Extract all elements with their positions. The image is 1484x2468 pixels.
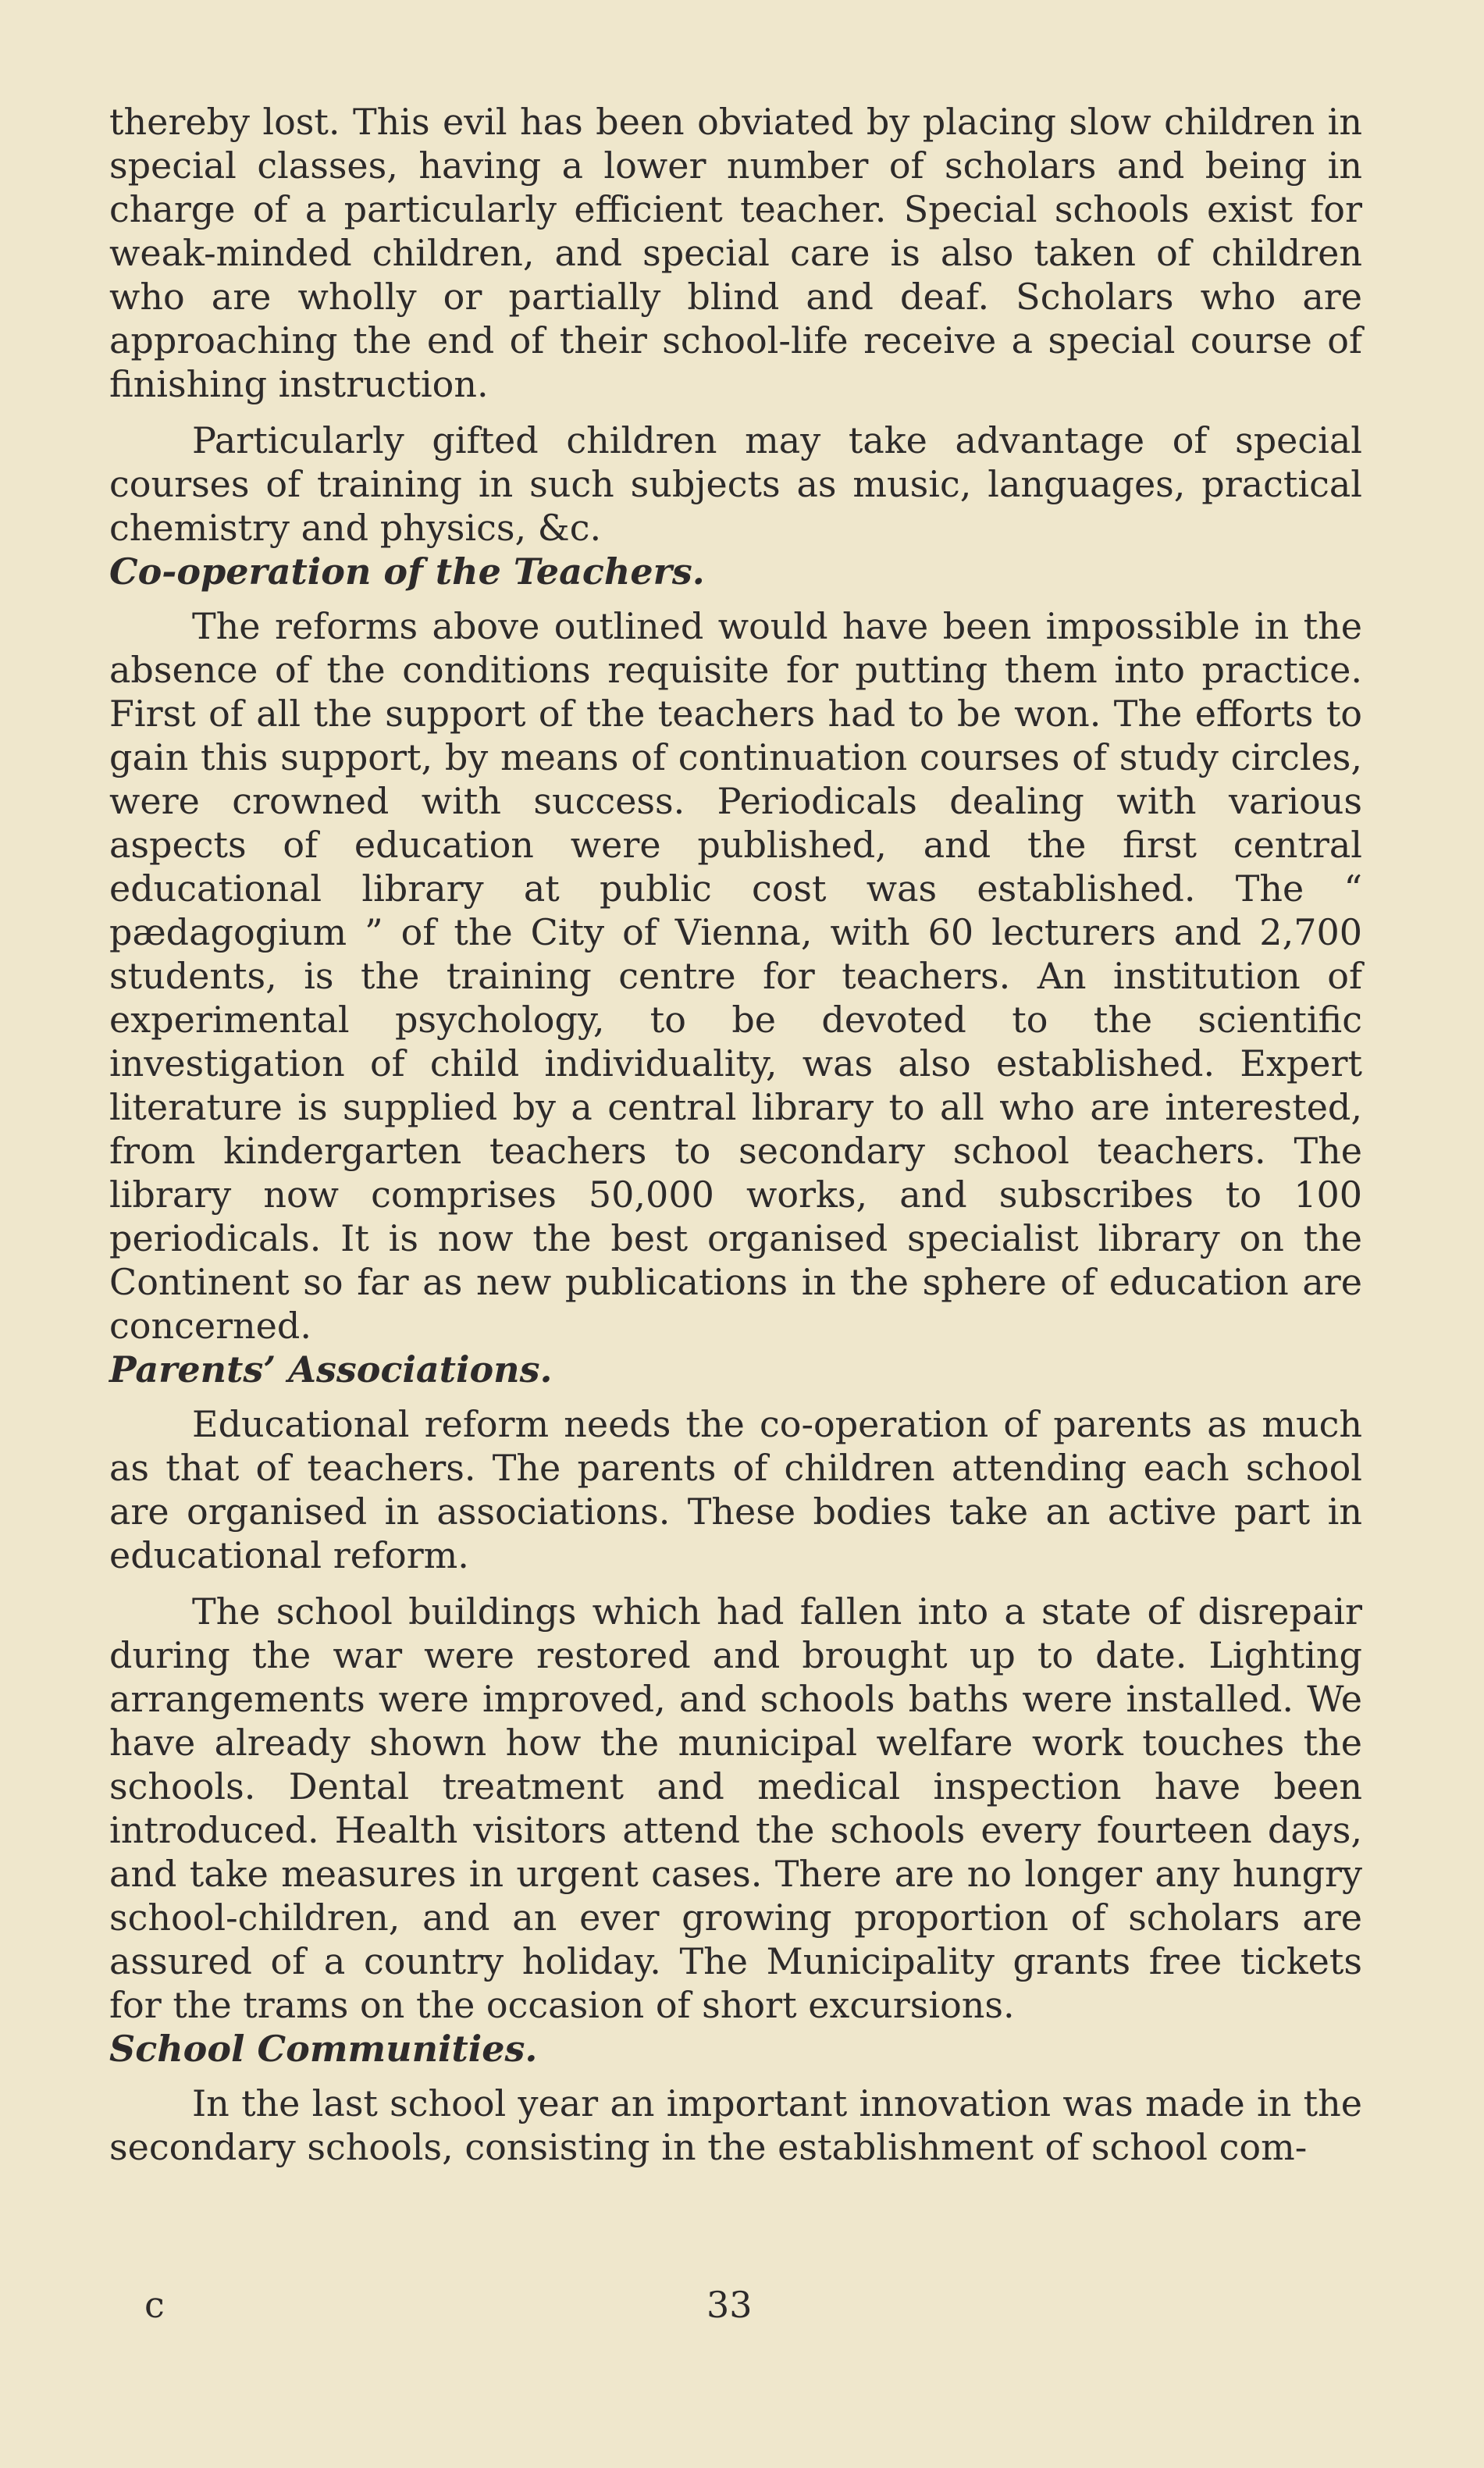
paragraph-gifted-children: Particularly gifted children may take advantage of special courses of training in such subjects as music, languages, practical chemistry and physics, &c. — [109, 419, 1362, 549]
paragraph-teachers-reforms: The reforms above outlined would have been impossible in the absence of the conditions requisite for putting them into practice. First of all the support of the teachers had to be won. The efforts to gain this support, by means of continuation courses of study circles, were crowned with success. Periodicals dealing with various aspects of education were published, and the first central educational library at public cost was established. The “ pædagogium ” of the City of Vienna, with 60 lecturers and 2,700 students, is the training centre for teachers. An institution of experimental psychology, to be devoted to the scientific investigation of child individuality, was also established. Expert literature is supplied by a central library to all who are interested, from kindergarten teachers to secondary school teachers. The library now comprises 50,000 works, and subscribes to 100 periodicals. It is now the best organised specialist library on the Continent so far as new publications in the sphere of education are concerned. — [109, 605, 1362, 1347]
heading-school-communities: School Communities. — [109, 2028, 538, 2070]
paragraph-school-buildings: The school buildings which had fallen into a state of disrepair during the war were restored and brought up to date. Lighting arrangements were improved, and schools baths were installed. We have already shown how the municipal welfare work touches the schools. Dental treatment and medical inspection have been introduced. Health visitors attend the schools every fourteen days, and take measures in urgent cases. There are no longer any hungry school-children, and an ever growing proportion of scholars are assured of a country holiday. The Municipality grants free tickets for the trams on the occasion of short excursions. — [109, 1590, 1362, 2026]
heading-parents-associations: Parents’ Associations. — [109, 1348, 553, 1391]
signature-mark: c — [144, 2284, 165, 2326]
page-footer — [0, 2284, 1484, 2331]
page-number: 33 — [706, 2284, 753, 2326]
page-body — [109, 100, 1362, 2169]
heading-cooperation-teachers: Co-operation of the Teachers. — [109, 550, 705, 593]
paragraph-school-communities: In the last school year an important innovation was made in the secondary schools, consisting in the establishment of school com- — [109, 2082, 1362, 2168]
paragraph-slow-children: thereby lost. This evil has been obviated by placing slow children in special classes, having a lower number of scholars and being in charge of a particularly efficient teacher. Special schools exist for weak-minded children, and special care is also taken of children who are wholly or partially blind and deaf. Scholars who are approaching the end of their school-life receive a special course of finishing instruction. — [109, 101, 1362, 405]
paragraph-parents: Educational reform needs the co-operation of parents as much as that of teachers. The parents of children attending each school are organised in associations. These bodies take an active part in educational reform. — [109, 1403, 1362, 1576]
